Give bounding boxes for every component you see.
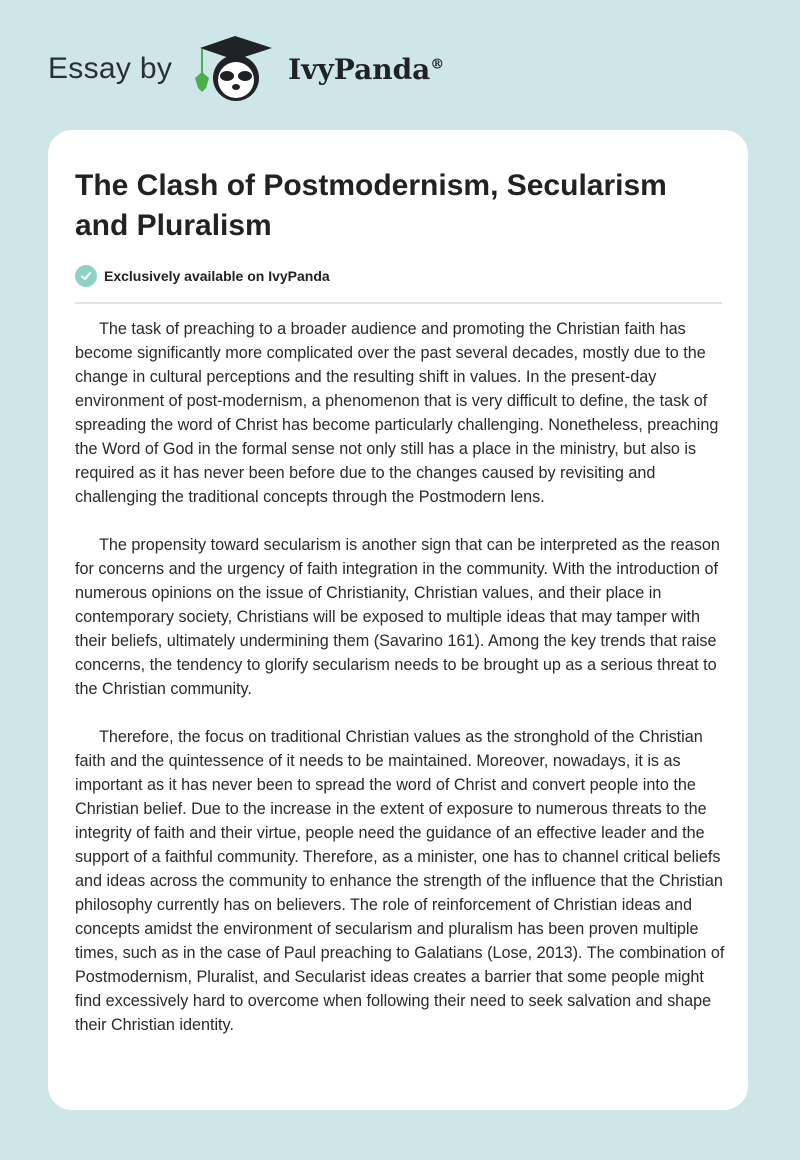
registered-mark: ®	[430, 56, 445, 73]
brand-name[interactable]	[288, 53, 444, 86]
essay-by-label: Essay by	[48, 52, 173, 85]
panda-logo-icon[interactable]	[190, 34, 280, 104]
exclusive-badge	[75, 265, 330, 287]
badge-text: Exclusively available on IvyPanda	[104, 268, 330, 284]
page-title: The Clash of Postmodernism, Secularism and Pluralism	[75, 169, 667, 242]
paragraph: The propensity toward secularism is another sign that can be interpreted as the reason for concerns and the urgency of faith integration in the community. With the introduction of numerous opinions on the issue of Christianity, Christian values, and their place in contemporary society, Christians will be exposed to multiple ideas that may tamper with their beliefs, ultimately undermining them (Savarino 161). Among the key trends that raise concerns, the tendency to glorify secularism needs to be brought up as a serious threat to the Christian community.	[75, 536, 720, 698]
essay-card	[48, 130, 748, 1110]
paragraph: The task of preaching to a broader audience and promoting the Christian faith has become significantly more complicated over the past several decades, mostly due to the change in cultural perceptions and the resulting shift in values. In the present-day environment of post-modernism, a phenomenon that is very difficult to define, the task of spreading the word of Christ has become particularly challenging. Nonetheless, preaching the Word of God in the formal sense not only still has a place in the ministry, but also is required as it has never been before due to the changes caused by revisiting and challenging the traditional concepts through the Postmodern lens.	[75, 320, 719, 506]
brand-text: IvyPanda	[288, 52, 431, 86]
site-header	[48, 34, 444, 104]
check-circle-icon	[75, 265, 97, 287]
paragraph: Therefore, the focus on traditional Christian values as the stronghold of the Christian faith and the quintessence of it needs to be maintained. Moreover, nowadays, it is as important as it has never been to spread the word of Christ and convert people into the Christian belief. Due to the increase in the extent of exposure to numerous threats to the integrity of faith and their virtue, people need the guidance of an effective leader and the support of a faithful community. Therefore, as a minister, one has to channel critical beliefs and ideas across the community to enhance the strength of the influence that the Christian philosophy currently has on believers. The role of reinforcement of Christian ideas and concepts amidst the environment of secularism and pluralism has been proven multiple times, such as in the case of Paul preaching to Galatians (Lose, 2013). The combination of Postmodernism, Pluralist, and Secularist ideas creates a barrier that some people might find excessively hard to overcome when following their need to seek salvation and shape their Christian identity.	[75, 728, 725, 1034]
divider	[75, 302, 722, 304]
essay-body	[75, 317, 727, 1061]
